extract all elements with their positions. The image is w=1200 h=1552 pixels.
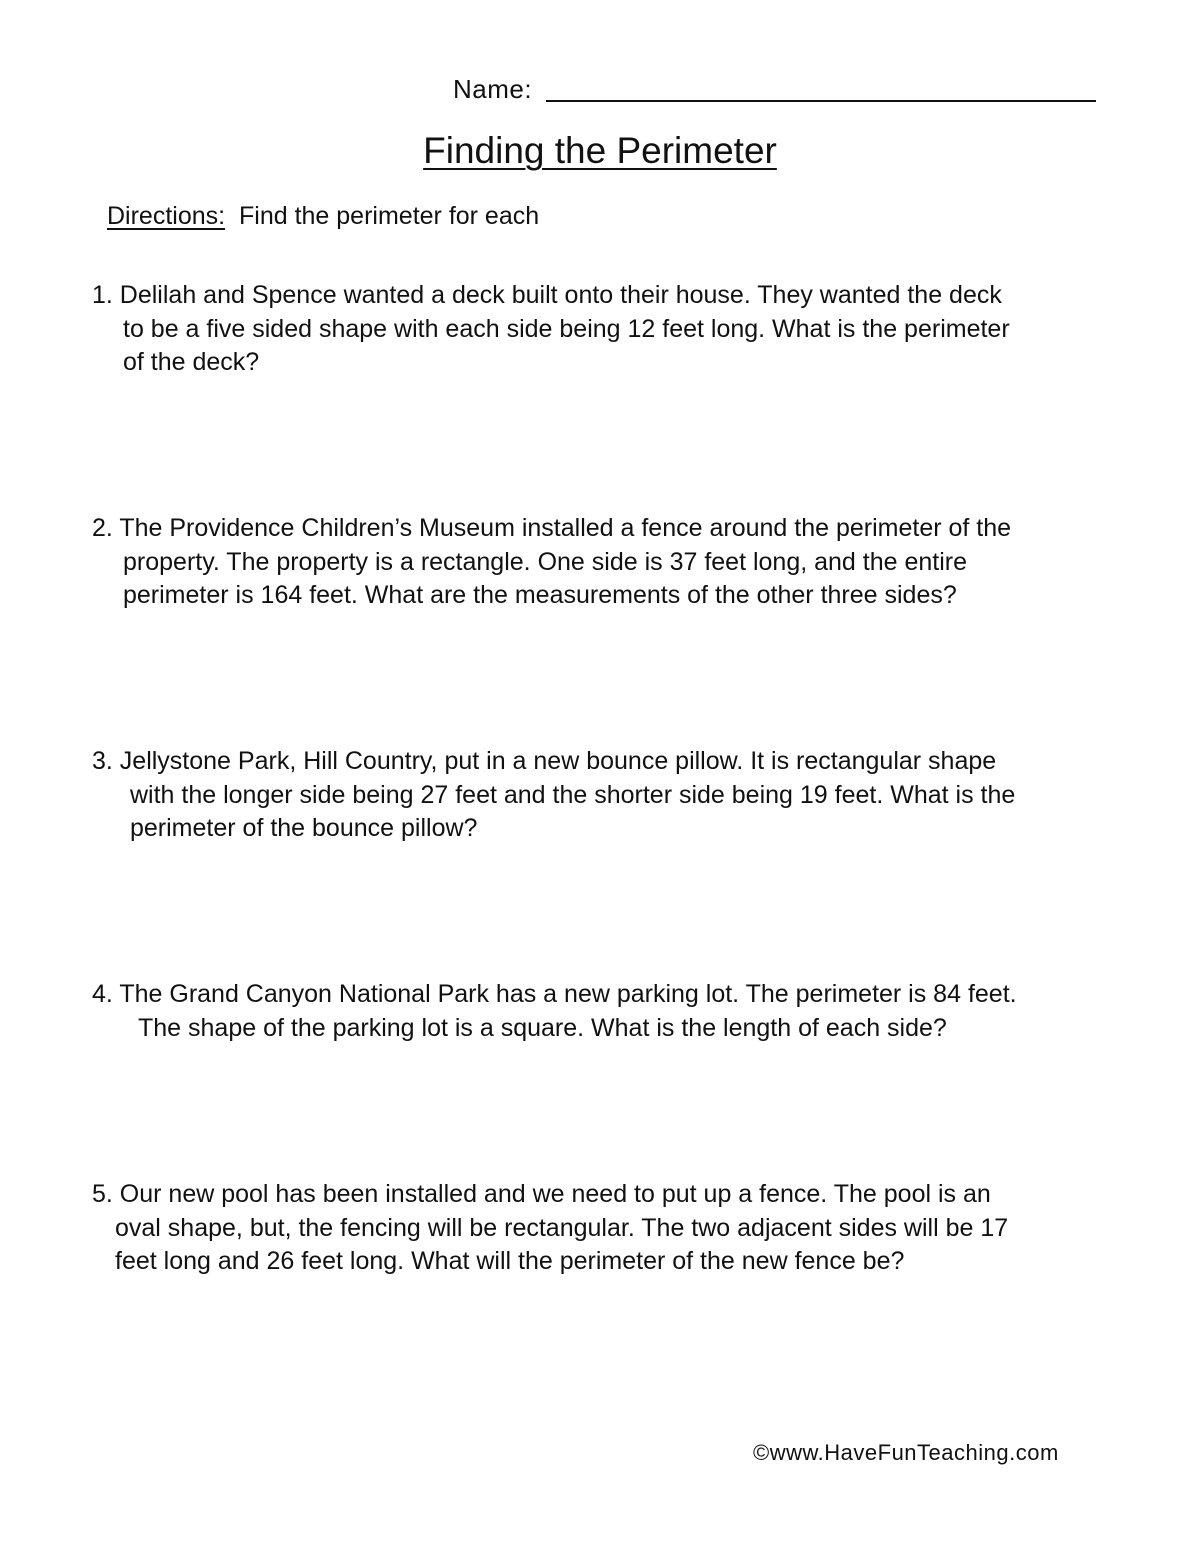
problem-line: perimeter of the bounce pillow? <box>130 814 478 842</box>
problem-line: with the longer side being 27 feet and the shorter side being 19 feet. What is the <box>130 780 1016 809</box>
directions-text: Find the perimeter for each <box>239 202 540 230</box>
problem-2 <box>92 512 1011 613</box>
problem-line: feet long and 26 feet long. What will the perimeter of the new fence be? <box>115 1247 905 1275</box>
name-blank-line <box>546 100 1096 102</box>
problem-line: 2. The Providence Children’s Museum installed a fence around the perimeter of the <box>92 514 1012 542</box>
problem-line: of the deck? <box>123 348 260 376</box>
problem-line: 3. Jellystone Park, Hill Country, put in a new bounce pillow. It is rectangular shape <box>92 747 997 775</box>
name-row <box>453 72 1096 106</box>
problem-1 <box>92 279 1010 380</box>
problem-line: The shape of the parking lot is a square. What is the length of each side? <box>138 1013 947 1042</box>
problem-3 <box>92 745 1015 846</box>
problem-line: 5. Our new pool has been installed and we need to put up a fence. The pool is an <box>92 1180 991 1208</box>
problem-line: perimeter is 164 feet. What are the measurements of the other three sides? <box>123 581 957 609</box>
page-title-text: Finding the Perimeter <box>423 130 777 171</box>
problem-line: to be a five sided shape with each side being 12 feet long. What is the perimeter <box>123 314 1010 343</box>
copyright-footer: ©www.HaveFunTeaching.com <box>753 1440 1059 1465</box>
problem-4 <box>92 978 1017 1045</box>
directions <box>107 200 539 232</box>
problem-line: property. The property is a rectangle. One side is 37 feet long, and the entire <box>123 547 968 576</box>
directions-label: Directions: <box>107 202 226 230</box>
page-title <box>0 128 1200 174</box>
problem-line: oval shape, but, the fencing will be rectangular. The two adjacent sides will be 17 <box>115 1213 1009 1242</box>
problem-line: 1. Delilah and Spence wanted a deck built onto their house. They wanted the deck <box>92 281 1002 309</box>
name-label: Name: <box>453 74 533 104</box>
problem-5 <box>92 1178 1008 1279</box>
problem-line: 4. The Grand Canyon National Park has a new parking lot. The perimeter is 84 feet. <box>92 980 1017 1008</box>
